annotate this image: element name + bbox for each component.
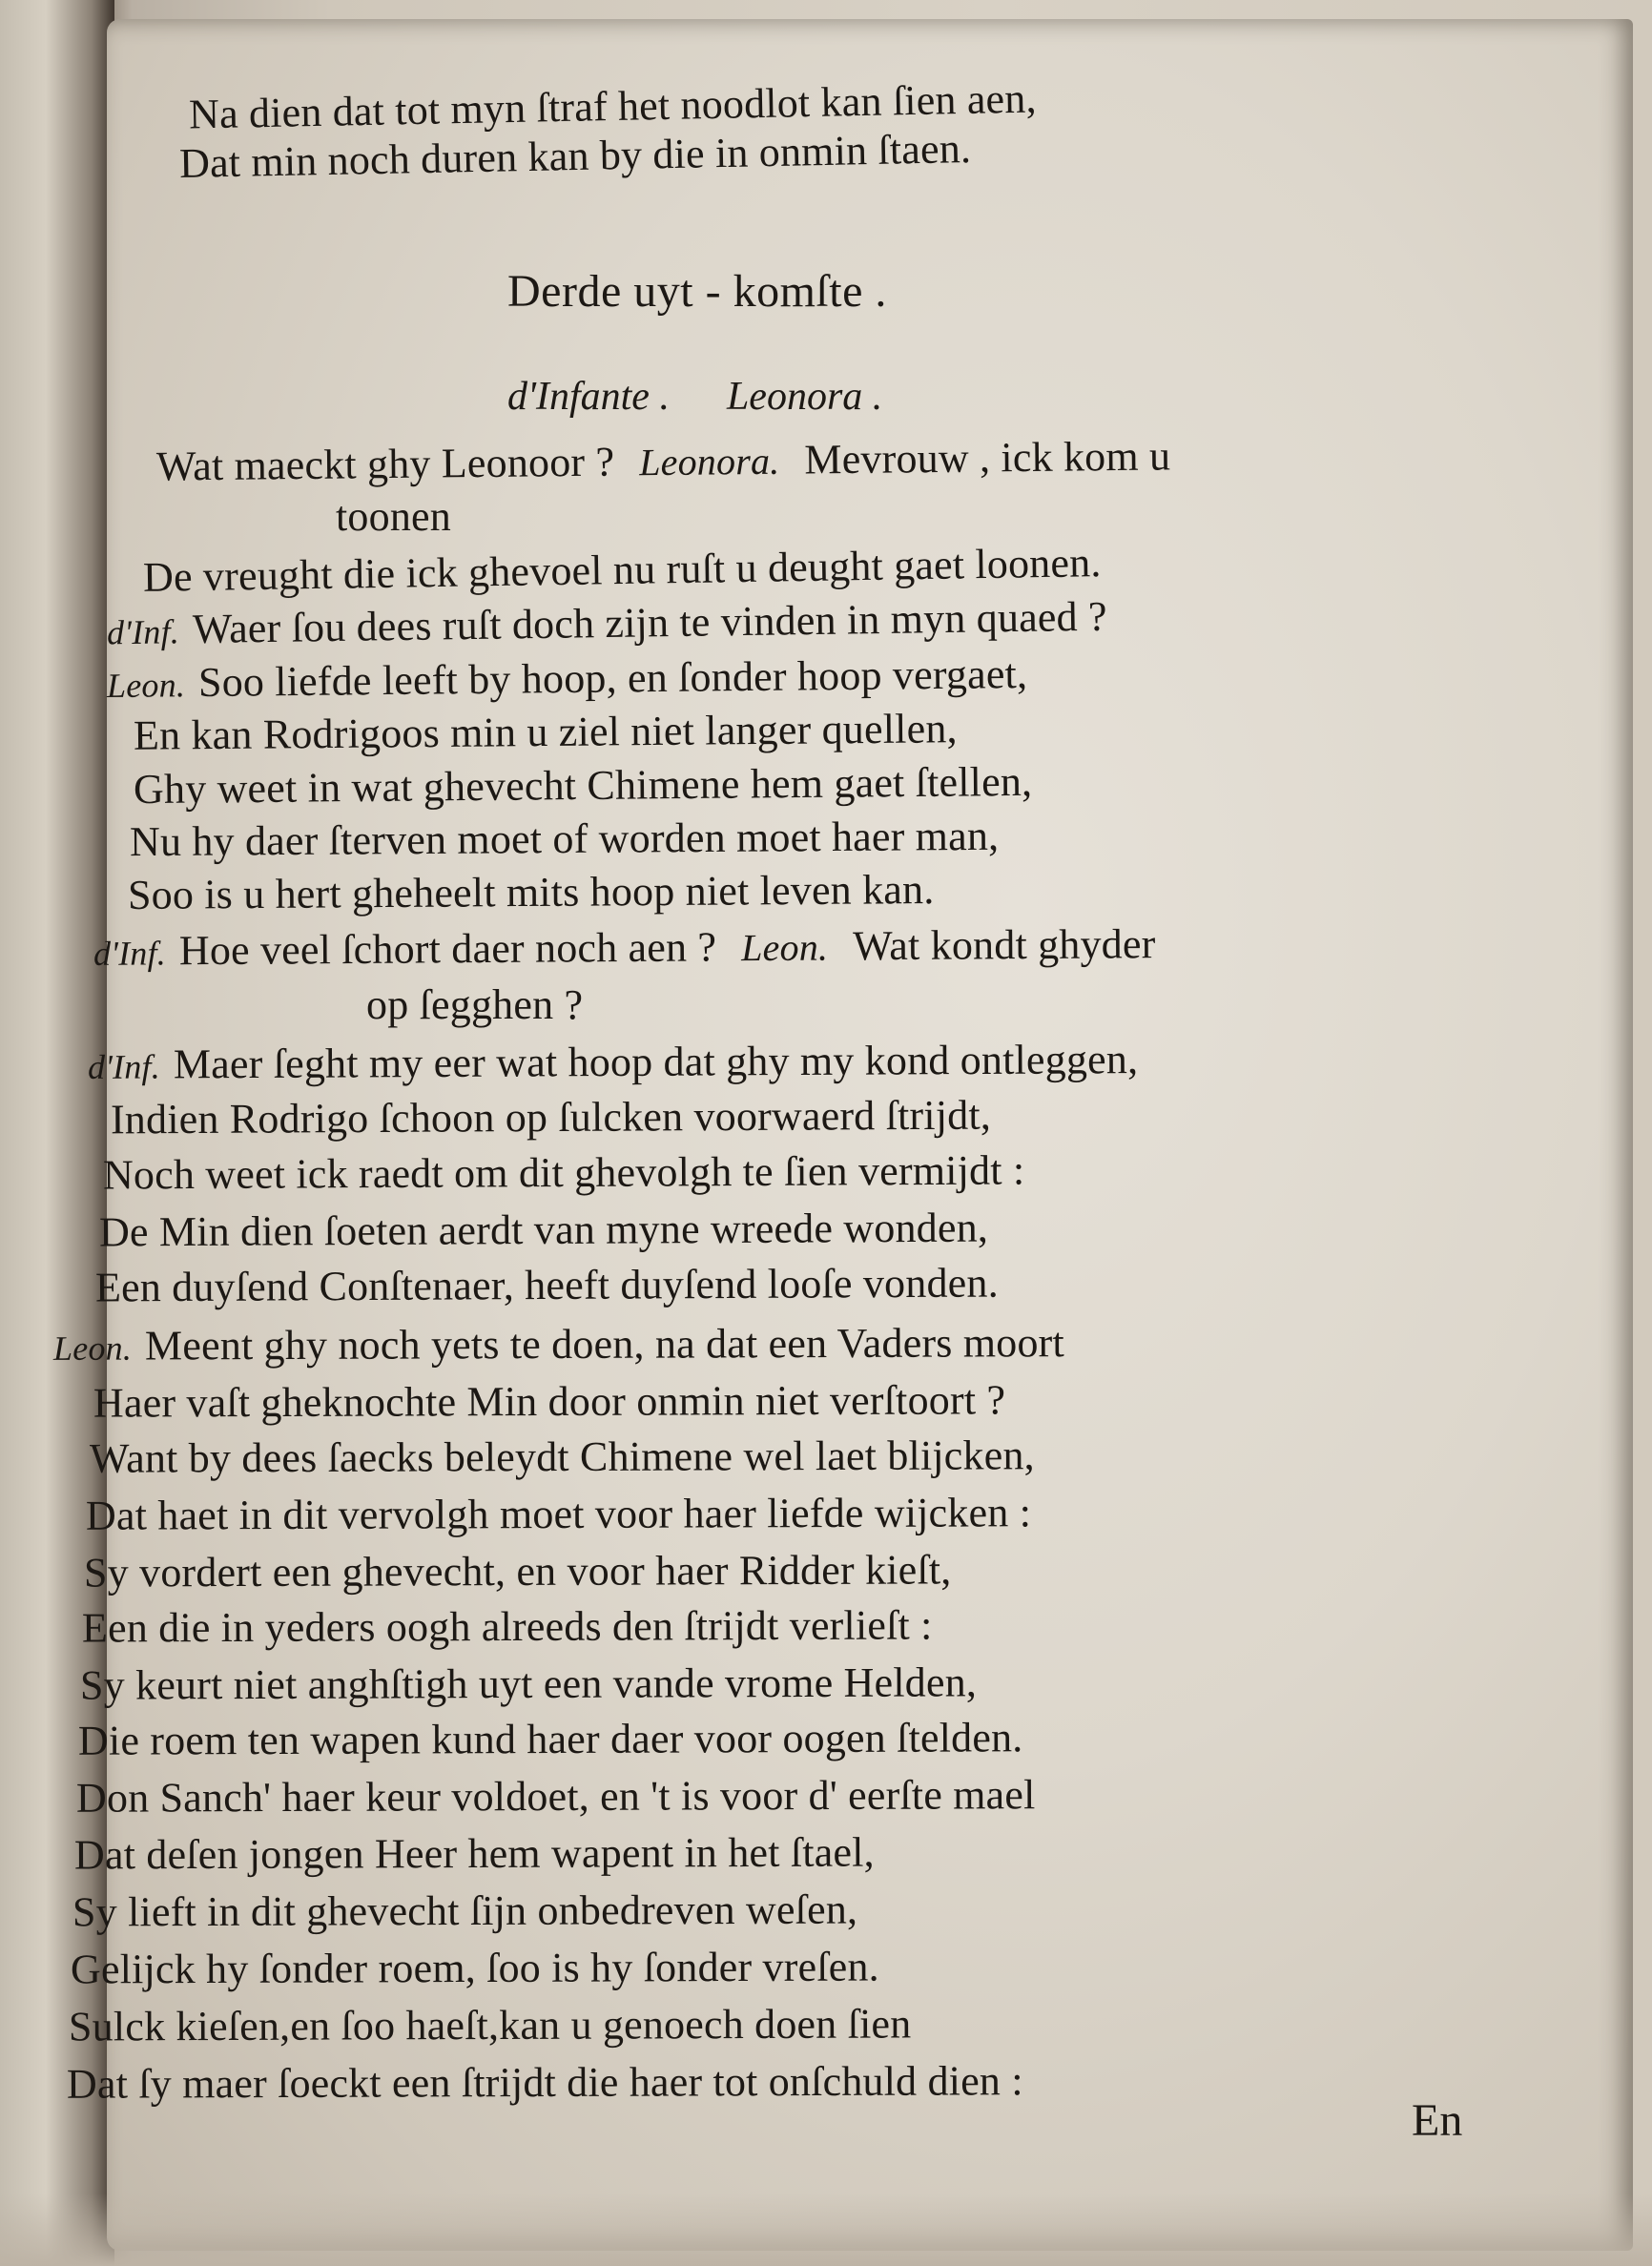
dialogue-text: op ſegghen ? [366, 981, 584, 1028]
dialogue-text: Mevrouw , ick kom u [804, 432, 1171, 484]
dialogue-text: Dat deſen jongen Heer hem wapent in het ſtael, [73, 1828, 875, 1879]
dialogue-text: En kan Rodrigoos min u ziel niet langer quellen, [133, 705, 958, 759]
dialogue-text: Hoe veel ſchort daer noch aen ? [178, 923, 717, 975]
dialogue-text: Een die in yeders oogh alreeds den ſtrijdt verlieſt : [81, 1601, 933, 1652]
dialogue-text: Sy vordert een ghevecht, en voor haer Ridder kieſt, [83, 1546, 952, 1596]
dialogue-line [93, 1377, 1005, 1426]
dialogue-text: Sulck kieſen,en ſoo haeſt,kan u genoech doen ſien [68, 2000, 912, 2050]
dialogue-line [86, 1490, 1031, 1538]
dialogue-line [107, 594, 1107, 656]
bottom-shadow [0, 2194, 1652, 2266]
dialogue-text: Maer ſeght my eer wat hoop dat ghy my kond ontleggen, [173, 1036, 1139, 1088]
dialogue-line [103, 1147, 1025, 1198]
catchword: En [1412, 2095, 1463, 2146]
book-page [52, 19, 1633, 2251]
dialogue-line [84, 1547, 952, 1596]
dialogue-text: Sy keurt niet anghſtigh uyt een vande vrome Helden, [79, 1658, 978, 1709]
dialogue-line [134, 706, 958, 759]
dialogue-text: Ghy weet in wat ghevecht Chimene hem gaet ſtellen, [133, 757, 1033, 814]
dialogue-line [93, 921, 1156, 977]
scene-heading: Derde uyt - komſte . [507, 266, 887, 317]
dialogue-text: Dat haet in dit vervolgh moet voor haer liefde wijcken : [85, 1489, 1032, 1539]
dialogue-line [111, 1093, 991, 1143]
dialogue-line [71, 1945, 879, 1993]
dialogue-line [130, 814, 1000, 865]
dialogue-line [76, 1772, 1036, 1822]
speaker-label: d'Inf. [87, 1047, 161, 1086]
text-block [52, 19, 1633, 2251]
character-name: Leonora . [726, 375, 883, 419]
dialogue-text: Gelijck hy ſonder roem, ſoo is hy ſonder vreſen. [70, 1943, 879, 1993]
dialogue-line [53, 1320, 1064, 1371]
dialogue-text: Haer vaſt gheknochte Min door onmin niet verſtoort ? [93, 1376, 1006, 1427]
dialogue-line [90, 1432, 1035, 1481]
speaker-label: Leon. [106, 666, 186, 706]
dialogue-line [67, 2058, 1023, 2108]
dialogue-text: Wat kondt ghyder [852, 920, 1156, 970]
dialogue-text: Indien Rodrigo ſchoon op ſulcken voorwaerd ſtrijdt, [110, 1091, 992, 1143]
dialogue-line [74, 1830, 875, 1879]
verse-line: Dat min noch duren kan by die in onmin ſtaen. [178, 125, 972, 187]
speaker-label: d'Inf. [93, 934, 167, 973]
dialogue-line [88, 1037, 1139, 1090]
dialogue-text: Noch weet ick raedt om dit ghevolgh te ſien vermijdt : [102, 1146, 1025, 1199]
dialogue-line [78, 1715, 1023, 1763]
dialogue-text: Soo liefde leeft by hoop, en ſonder hoop vergaet, [197, 649, 1028, 707]
dialogue-text: Waer ſou dees ruſt doch zijn te vinden in myn quaed ? [192, 592, 1108, 653]
dialogue-line [366, 982, 583, 1028]
dialogue-line [128, 867, 935, 918]
dialogue-line [72, 1887, 857, 1936]
speaker-label: Leonora. [638, 439, 780, 484]
dialogue-text: Don Sanch' haer keur voldoet, en 't is voor d' eerſte mael [75, 1771, 1036, 1822]
scene-characters [507, 374, 940, 420]
dialogue-text: Wat maeckt ghy Leonoor ? [155, 438, 615, 490]
character-name: d'Infante . [507, 375, 670, 419]
dialogue-line [95, 1261, 999, 1311]
dialogue-line [134, 759, 1033, 813]
dialogue-line [107, 651, 1028, 709]
dialogue-line [156, 433, 1171, 490]
dialogue-text: Een duyſend Conſtenaer, heeft duyſend looſe vonden. [94, 1259, 999, 1311]
dialogue-text: De vreught die ick ghevoel nu ruſt u deught gaet loonen. [142, 539, 1102, 601]
dialogue-text: toonen [336, 493, 451, 540]
dialogue-text: Sy lieft in dit ghevecht ſijn onbedreven weſen, [72, 1885, 858, 1936]
dialogue-text: Dat ſy maer ſoeckt een ſtrijdt die haer tot onſchuld dien : [66, 2057, 1023, 2108]
dialogue-text: Want by dees ſaecks beleydt Chimene wel laet blijcken, [89, 1432, 1035, 1482]
dialogue-line [80, 1659, 977, 1708]
dialogue-text: Meent ghy noch yets te doen, na dat een Vaders moort [144, 1319, 1064, 1370]
speaker-label: Leon. [52, 1329, 133, 1368]
dialogue-text: De Min dien ſoeten aerdt van myne wreede wonden, [98, 1204, 989, 1256]
dialogue-text: Soo is u hert gheheelt mits hoop niet leven kan. [127, 866, 935, 918]
dialogue-text: Die roem ten wapen kund haer daer voor oogen ſtelden. [77, 1714, 1023, 1764]
dialogue-line [336, 494, 451, 540]
dialogue-line [82, 1602, 933, 1651]
verse-line: Na dien dat tot myn ſtraf het noodlot kan ſien aen, [188, 74, 1038, 138]
dialogue-line [99, 1205, 988, 1256]
dialogue-line [69, 2001, 912, 2050]
dialogue-line [143, 540, 1102, 601]
dialogue-text: Nu hy daer ſterven moet of worden moet haer man, [129, 812, 1000, 866]
speaker-label: d'Inf. [106, 612, 180, 652]
speaker-label: Leon. [740, 925, 829, 970]
